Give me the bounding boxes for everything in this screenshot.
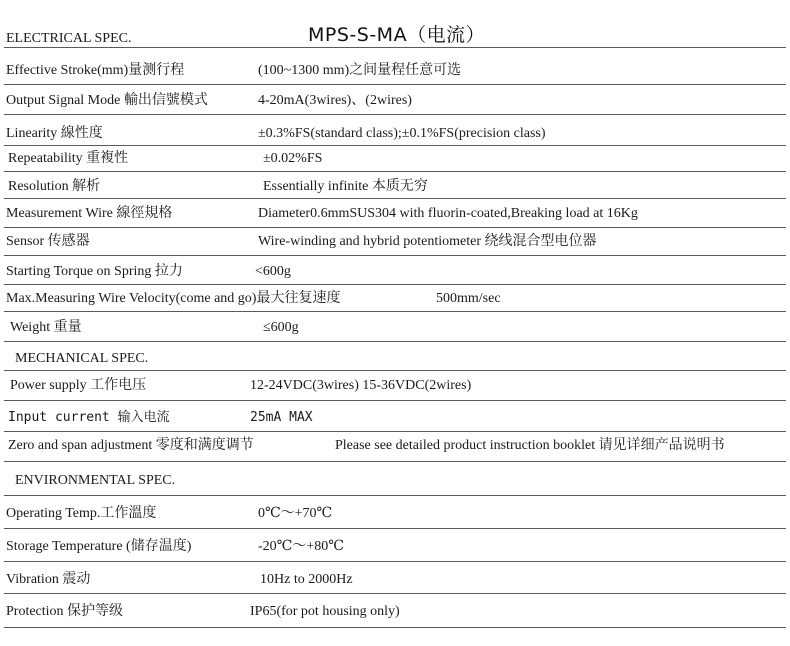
spec-label-output-signal-mode: Output Signal Mode 輸出信號模式 (6, 93, 208, 108)
row-divider (4, 370, 786, 371)
row-divider (4, 47, 786, 48)
spec-label-resolution: Resolution 解析 (8, 179, 101, 194)
spec-value-zero-and-span-adjustment: Please see detailed product instruction booklet 请见详细产品说明书 (335, 438, 725, 453)
spec-label-storage-temperature: Storage Temperature (储存温度) (6, 539, 192, 554)
row-divider (4, 311, 786, 312)
row-divider (4, 495, 786, 496)
row-divider (4, 627, 786, 628)
spec-label-vibration: Vibration 震动 (6, 572, 91, 587)
spec-label-measurement-wire: Measurement Wire 線徑規格 (6, 206, 173, 221)
row-divider (4, 284, 786, 285)
spec-label-linearity: Linearity 線性度 (6, 126, 103, 141)
spec-label-repeatability: Repeatability 重複性 (8, 151, 129, 166)
spec-label-power-supply: Power supply 工作电压 (10, 378, 147, 393)
spec-label-starting-torque-on-spring: Starting Torque on Spring 拉力 (6, 264, 183, 279)
spec-label-zero-and-span-adjustment: Zero and span adjustment 零度和满度调节 (8, 438, 254, 453)
row-divider (4, 227, 786, 228)
row-divider (4, 341, 786, 342)
section-heading-environmental-spec: ENVIRONMENTAL SPEC. (15, 473, 176, 488)
row-divider (4, 171, 786, 172)
spec-value-operating-temp: 0℃～+70℃ (258, 506, 333, 521)
spec-label-weight: Weight 重量 (10, 320, 82, 335)
spec-value-storage-temperature: -20℃～+80℃ (258, 539, 344, 554)
row-divider (4, 461, 786, 462)
section-heading-mechanical-spec: MECHANICAL SPEC. (15, 351, 149, 366)
section-heading-electrical-spec: ELECTRICAL SPEC. (6, 31, 132, 46)
spec-value-max-measuring-wire-velocity-come-and-go: 500mm/sec (436, 291, 501, 306)
row-divider (4, 84, 786, 85)
spec-value-measurement-wire: Diameter0.6mmSUS304 with fluorin-coated,Breaking load at 16Kg (258, 206, 638, 221)
spec-value-repeatability: ±0.02%FS (263, 151, 323, 166)
page-title: MPS-S-MA（电流） (308, 24, 486, 46)
spec-value-protection: IP65(for pot housing only) (250, 604, 400, 619)
row-divider (4, 561, 786, 562)
row-divider (4, 400, 786, 401)
row-divider (4, 593, 786, 594)
row-divider (4, 431, 786, 432)
spec-value-vibration: 10Hz to 2000Hz (260, 572, 353, 587)
spec-value-input-current: 25mA MAX (250, 410, 313, 425)
spec-label-operating-temp: Operating Temp.工作溫度 (6, 506, 157, 521)
spec-value-resolution: Essentially infinite 本质无穷 (263, 179, 428, 194)
spec-value-effective-stroke-mm: (100~1300 mm)之间量程任意可选 (258, 63, 462, 78)
spec-label-effective-stroke-mm: Effective Stroke(mm)量测行程 (6, 63, 185, 78)
spec-value-starting-torque-on-spring: <600g (255, 264, 291, 279)
spec-value-output-signal-mode: 4-20mA(3wires)、(2wires) (258, 93, 412, 108)
spec-value-linearity: ±0.3%FS(standard class);±0.1%FS(precision class) (258, 126, 546, 141)
row-divider (4, 145, 786, 146)
spec-value-weight: ≤600g (263, 320, 299, 335)
row-divider (4, 255, 786, 256)
row-divider (4, 114, 786, 115)
spec-label-sensor: Sensor 传感器 (6, 234, 90, 249)
spec-label-max-measuring-wire-velocity-come-and-go: Max.Measuring Wire Velocity(come and go)最大往复速度 (6, 291, 341, 306)
row-divider (4, 198, 786, 199)
spec-label-input-current: Input current 输入电流 (8, 410, 170, 425)
spec-value-sensor: Wire-winding and hybrid potentiometer 绕线混合型电位器 (258, 234, 597, 249)
row-divider (4, 528, 786, 529)
spec-value-power-supply: 12-24VDC(3wires) 15-36VDC(2wires) (250, 378, 472, 393)
spec-label-protection: Protection 保护等级 (6, 604, 124, 619)
